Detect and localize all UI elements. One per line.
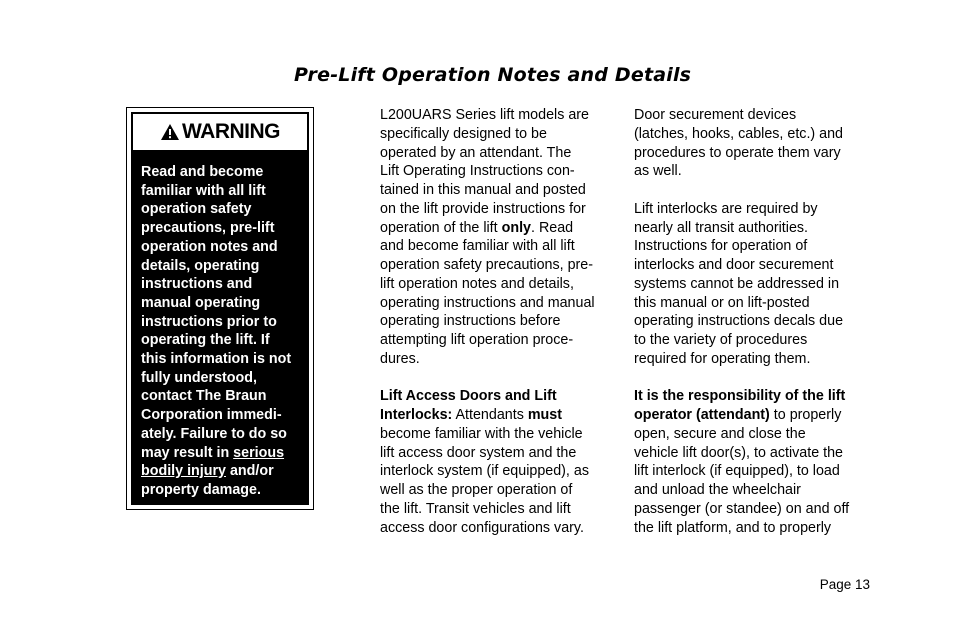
warning-line	[141, 462, 313, 481]
warning-text-segment: may result in	[141, 444, 234, 461]
text-line: the lift platform, and to properly	[634, 519, 832, 536]
warning-line: operation safety	[141, 201, 252, 218]
warning-line: familiar with all lift	[141, 182, 266, 199]
warning-line: manual operating	[141, 294, 261, 311]
text-line: and unload the wheelchair	[634, 482, 801, 498]
text-line: operating instructions and manual	[380, 294, 595, 311]
warning-line: fully understood,	[141, 369, 257, 386]
section-heading: Interlocks:	[380, 407, 453, 423]
warning-line: instructions prior to	[141, 313, 277, 330]
warning-line: precautions, pre-lift	[141, 220, 275, 237]
emphasis-only: only	[501, 219, 531, 236]
text-line	[634, 406, 879, 425]
text-line: lift operation notes and details,	[380, 275, 574, 292]
warning-line: contact The Braun	[141, 388, 267, 405]
warning-box	[126, 107, 314, 510]
text-line: specifically designed to be	[380, 125, 547, 142]
warning-line: this information is not	[141, 351, 292, 368]
text-line: Door securement devices	[634, 107, 797, 123]
text-line: Lift Operating Instructions con-	[380, 163, 575, 180]
text-line: and become familiar with all lift	[380, 238, 575, 255]
warning-line	[141, 444, 313, 463]
text-line: on the lift provide instructions for	[380, 200, 586, 217]
text-column-right	[634, 106, 879, 537]
text-line: vehicle lift door(s), to activate the	[634, 444, 843, 461]
text-line: nearly all transit authorities.	[634, 219, 809, 236]
text-line: access door configurations vary.	[380, 519, 584, 536]
warning-text	[141, 163, 313, 500]
text-line: procedures to operate them vary	[634, 144, 841, 161]
text-line: operated by an attendant. The	[380, 144, 572, 161]
text-line: required for operating them.	[634, 350, 811, 367]
paragraph-gap	[634, 369, 879, 388]
text-line: become familiar with the vehicle	[380, 425, 583, 442]
text-segment: . Read	[531, 219, 574, 236]
warning-line: Corporation immedi-	[141, 407, 282, 424]
text-line: lift interlock (if equipped), to load	[634, 463, 840, 480]
text-line: well as the proper operation of	[380, 482, 573, 498]
paragraph-gap	[634, 181, 879, 200]
emphasis-line: It is the responsibility of the lift	[634, 388, 846, 405]
warning-text-segment: and/or	[226, 463, 274, 480]
warning-underlined-text: serious	[233, 444, 285, 461]
text-line: this manual or on lift-posted	[634, 294, 810, 311]
warning-line: ately. Failure to do so	[141, 425, 287, 442]
text-segment: Attendants	[452, 407, 528, 423]
warning-line: Read and become	[141, 164, 264, 180]
page-title: Pre-Lift Operation Notes and Details	[294, 64, 692, 86]
warning-line: instructions and	[141, 276, 253, 293]
text-line: open, secure and close the	[634, 425, 806, 442]
text-line	[380, 406, 625, 425]
text-line	[380, 219, 625, 238]
warning-line: property damage.	[141, 481, 261, 498]
page-number: Page 13	[819, 577, 870, 592]
text-column-left	[380, 106, 625, 537]
warning-line: details, operating	[141, 257, 260, 274]
text-line: attempting lift operation proce-	[380, 332, 574, 348]
text-line: dures.	[380, 350, 420, 367]
text-segment: to properly	[769, 407, 842, 423]
text-line: operating instructions decals due	[634, 313, 844, 330]
warning-label: WARNING	[182, 120, 280, 143]
text-line: Lift interlocks are required by	[634, 200, 818, 217]
warning-header	[133, 114, 307, 150]
text-line: as well.	[634, 163, 682, 180]
text-line: passenger (or standee) on and off	[634, 500, 850, 517]
text-line: tained in this manual and posted	[380, 182, 586, 198]
text-line: lift access door system and the	[380, 444, 577, 461]
text-line: interlock system (if equipped), as	[380, 463, 589, 480]
text-line: operating instructions before	[380, 313, 561, 330]
text-line: to the variety of procedures	[634, 332, 808, 348]
warning-line: operation notes and	[141, 238, 278, 255]
emphasis-must: must	[527, 407, 562, 423]
warning-line: operating the lift. If	[141, 332, 270, 349]
text-line: operation safety precautions, pre-	[380, 257, 593, 273]
warning-triangle-icon	[160, 123, 180, 141]
text-line: L200UARS Series lift models are	[380, 107, 589, 123]
text-line: systems cannot be addressed in	[634, 275, 840, 292]
text-line: interlocks and door securement	[634, 257, 834, 273]
warning-panel	[131, 112, 309, 505]
paragraph-gap	[380, 369, 625, 388]
text-line: (latches, hooks, cables, etc.) and	[634, 125, 844, 142]
section-heading: Lift Access Doors and Lift	[380, 388, 557, 405]
text-segment: operation of the lift	[380, 219, 502, 236]
text-line: the lift. Transit vehicles and lift	[380, 500, 571, 517]
warning-underlined-text: bodily injury	[141, 463, 226, 480]
emphasis-operator: operator (attendant)	[634, 407, 770, 423]
text-line: Instructions for operation of	[634, 238, 808, 255]
